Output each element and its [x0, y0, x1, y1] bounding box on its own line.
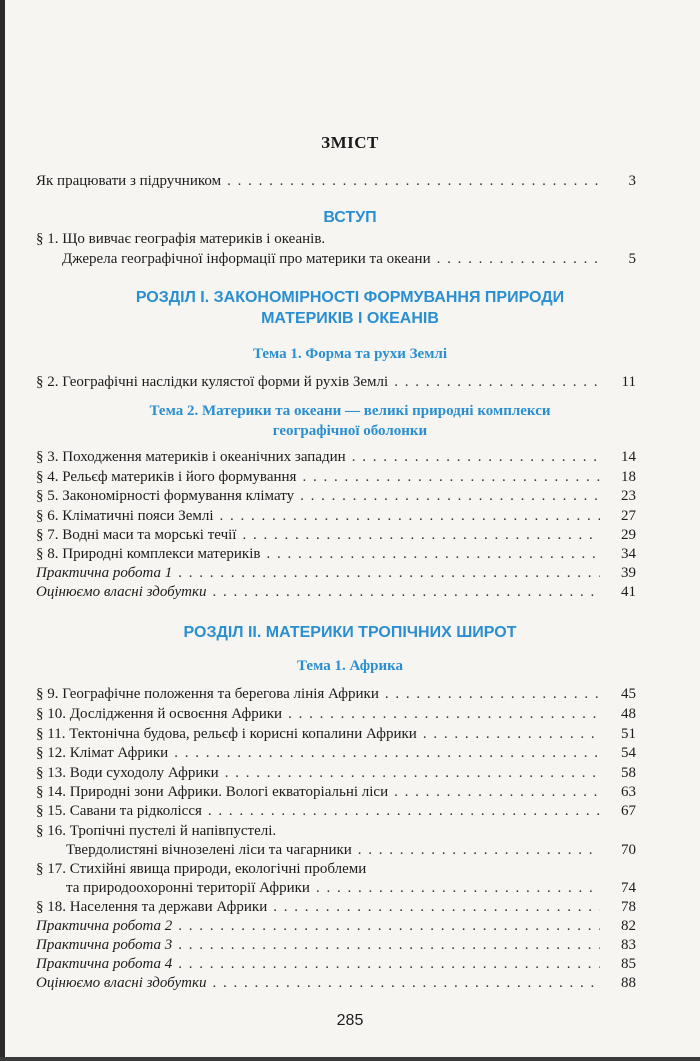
- entry-page: 23: [621, 488, 636, 504]
- entry-page: 41: [621, 584, 636, 600]
- toc-entry-intro: [36, 171, 636, 191]
- entry-page: 58: [621, 765, 636, 781]
- topic2-heading-line2: географічної оболонки: [272, 423, 428, 439]
- entry-page: 78: [621, 899, 636, 915]
- leader-dots: [225, 763, 600, 783]
- leader-dots: [174, 743, 600, 763]
- entry-page: 27: [621, 508, 636, 524]
- toc-entry-2: [36, 372, 636, 392]
- topic2-heading-line1: Тема 2. Материки та океани — великі природні комплекси: [149, 403, 551, 419]
- toc-entry-10: [36, 704, 636, 724]
- entry-page: 63: [621, 784, 636, 800]
- leader-dots: [266, 544, 600, 564]
- toc-entry-practical-3: [36, 935, 636, 955]
- entry-page: 83: [621, 937, 636, 953]
- entry-page: 14: [621, 449, 636, 465]
- entry-text: Практична робота 1: [36, 565, 173, 581]
- entry-text: § 6. Кліматичні пояси Землі: [36, 508, 214, 524]
- entry-text: Практична робота 2: [36, 918, 173, 934]
- toc-entry-6: [36, 506, 636, 526]
- leader-dots: [242, 525, 600, 545]
- entry-page: 39: [621, 565, 636, 581]
- entry-page: 51: [621, 726, 636, 742]
- entry-text: § 10. Дослідження й освоєння Африки: [36, 706, 283, 722]
- page-edge-shadow: [0, 0, 5, 1061]
- entry-page: 29: [621, 527, 636, 543]
- leader-dots: [178, 954, 600, 974]
- entry-page: 85: [621, 956, 636, 972]
- entry-page: 34: [621, 546, 636, 562]
- leader-dots: [178, 916, 600, 936]
- leader-dots: [273, 897, 600, 917]
- entry-text: Як працювати з підручником: [36, 173, 222, 189]
- entry-text: § 2. Географічні наслідки кулястої форми й рухів Землі: [36, 374, 389, 390]
- toc-entry-18: [36, 897, 636, 917]
- leader-dots: [316, 878, 600, 898]
- toc-title: ЗМІСТ: [321, 133, 379, 152]
- toc-entry-practical-4: [36, 954, 636, 974]
- section2-heading: РОЗДІЛ ІІ. МАТЕРИКИ ТРОПІЧНИХ ШИРОТ: [183, 624, 517, 641]
- entry-page: 74: [621, 880, 636, 896]
- toc-entry-16: [66, 840, 636, 860]
- entry-text: Оцінюємо власні здобутки: [36, 975, 207, 991]
- entry-text: Практична робота 3: [36, 937, 173, 953]
- toc-entry-assessment-2: [36, 973, 636, 993]
- entry-text: § 9. Географічне положення та берегова лінія Африки: [36, 686, 379, 702]
- leader-dots: [358, 840, 600, 860]
- entry-page: 3: [628, 173, 636, 189]
- entry-page: 70: [621, 842, 636, 858]
- leader-dots: [352, 447, 600, 467]
- leader-dots: [288, 704, 600, 724]
- entry-1-line1: § 1. Що вивчає географія материків і океанів.: [36, 231, 326, 247]
- leader-dots: [423, 724, 600, 744]
- entry-text: § 7. Водні маси та морські течії: [36, 527, 237, 543]
- entry-page: 82: [621, 918, 636, 934]
- toc-entry-11: [36, 724, 636, 744]
- entry-text: § 14. Природні зони Африки. Вологі екваторіальні ліси: [36, 784, 389, 800]
- toc-entry-1: [62, 249, 636, 269]
- leader-dots: [300, 486, 600, 506]
- entry-page: 88: [621, 975, 636, 991]
- toc-entry-9: [36, 684, 636, 704]
- entry-text: § 8. Природні комплекси материків: [36, 546, 261, 562]
- leader-dots: [178, 935, 600, 955]
- entry-16-line1: § 16. Тропічні пустелі й напівпустелі.: [36, 823, 277, 839]
- entry-text: § 13. Води суходолу Африки: [36, 765, 219, 781]
- heading-vstup: ВСТУП: [323, 209, 377, 226]
- entry-text: Джерела географічної інформації про материки та океани: [62, 251, 431, 267]
- page-bottom-edge: [0, 1057, 700, 1061]
- toc-entry-15: [36, 801, 636, 821]
- section1-heading-line1: РОЗДІЛ І. ЗАКОНОМІРНОСТІ ФОРМУВАННЯ ПРИРОДИ: [135, 289, 565, 306]
- leader-dots: [302, 467, 600, 487]
- section1-heading-line2: МАТЕРИКІВ І ОКЕАНІВ: [261, 310, 439, 327]
- leader-dots: [208, 801, 600, 821]
- leader-dots: [213, 582, 600, 602]
- entry-text: § 3. Походження материків і океанічних западин: [36, 449, 346, 465]
- toc-entry-8: [36, 544, 636, 564]
- entry-page: 5: [628, 251, 636, 267]
- toc-entry-14: [36, 782, 636, 802]
- leader-dots: [178, 563, 600, 583]
- leader-dots: [394, 372, 600, 392]
- toc-entry-17: [66, 878, 636, 898]
- entry-page: 67: [621, 803, 636, 819]
- entry-text: § 5. Закономірності формування клімату: [36, 488, 295, 504]
- toc-entry-practical-1: [36, 563, 636, 583]
- toc-entry-5: [36, 486, 636, 506]
- leader-dots: [385, 684, 600, 704]
- entry-text: та природоохоронні території Африки: [66, 880, 310, 896]
- entry-page: 45: [621, 686, 636, 702]
- entry-text: § 18. Населення та держави Африки: [36, 899, 268, 915]
- toc-entry-3: [36, 447, 636, 467]
- toc-entry-7: [36, 525, 636, 545]
- entry-17-line1: § 17. Стихійні явища природи, екологічні проблеми: [36, 861, 367, 877]
- leader-dots: [437, 249, 600, 269]
- entry-text: § 4. Рельєф материків і його формування: [36, 469, 297, 485]
- africa-topic-heading: Тема 1. Африка: [297, 658, 403, 674]
- leader-dots: [213, 973, 600, 993]
- entry-text: § 12. Клімат Африки: [36, 745, 169, 761]
- entry-text: § 11. Тектонічна будова, рельєф і корисні копалини Африки: [36, 726, 417, 742]
- topic1-heading: Тема 1. Форма та рухи Землі: [252, 346, 448, 362]
- entry-page: 48: [621, 706, 636, 722]
- page-number: 285: [336, 1012, 364, 1029]
- leader-dots: [227, 171, 600, 191]
- toc-entry-4: [36, 467, 636, 487]
- toc-entry-13: [36, 763, 636, 783]
- entry-page: 18: [621, 469, 636, 485]
- leader-dots: [220, 506, 600, 526]
- leader-dots: [394, 782, 600, 802]
- entry-page: 11: [621, 374, 636, 390]
- entry-text: § 15. Савани та рідколісся: [36, 803, 202, 819]
- entry-text: Оцінюємо власні здобутки: [36, 584, 207, 600]
- entry-page: 54: [621, 745, 636, 761]
- entry-text: Практична робота 4: [36, 956, 173, 972]
- entry-text: Твердолистяні вічнозелені ліси та чагарники: [66, 842, 352, 858]
- toc-entry-assessment-1: [36, 582, 636, 602]
- toc-entry-12: [36, 743, 636, 763]
- toc-entry-practical-2: [36, 916, 636, 936]
